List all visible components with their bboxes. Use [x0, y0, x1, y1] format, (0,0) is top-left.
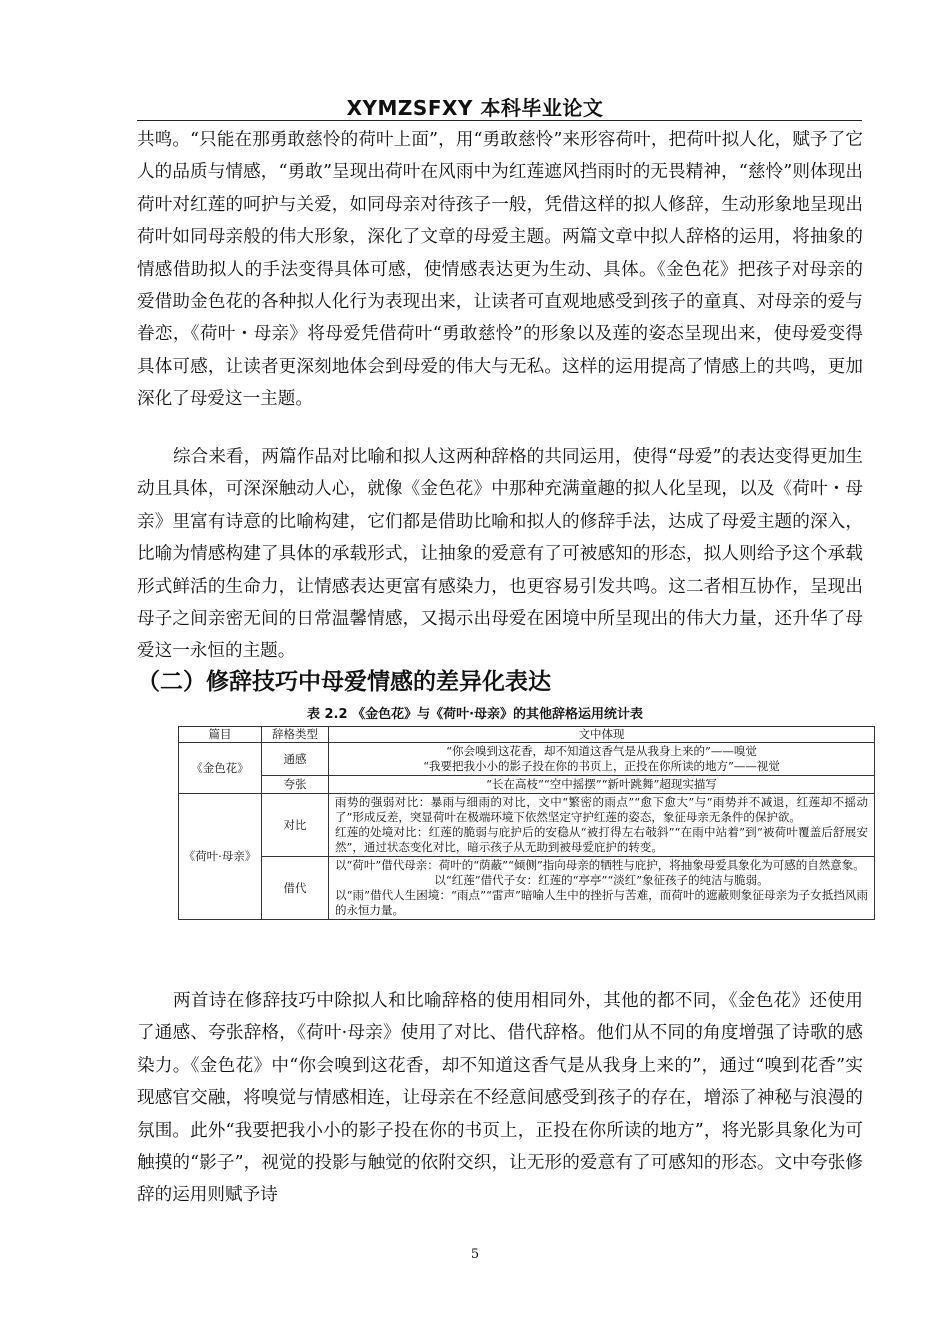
figure-type-cell: 对比 [262, 794, 329, 857]
evidence-line: 红莲的处境对比：红莲的脆弱与庇护后的安稳从“被打得左右攲斜”“在雨中站着”到“被荷叶覆盖后舒展安然”，通过状态变化对比，暗示孩子从无助到被母爱庇护的转变。 [335, 825, 868, 854]
body-paragraph: 两首诗在修辞技巧中除拟人和比喻辞格的使用相同外，其他的都不同，《金色花》还使用了通感、夸张辞格，《荷叶·母亲》使用了对比、借代辞格。他们从不同的角度增强了诗歌的感染力。《金色花》中“你会嗅到这花香，却不知道这香气是从我身上来的”，通过“嗅到花香”实现感官交融，将嗅觉与情感相连，让母亲在不经意间感受到孩子的存在，增添了神秘与浪漫的氛围。此外“我要把我小小的影子投在你的书页上，正投在你所读的地方”，将光影具象化为可触摸的“影子”，视觉的投影与触觉的依附交织，让无形的爱意有了可感知的形态。文中夸张修辞的运用则赋予诗 [137, 991, 863, 1206]
body-paragraph: 综合来看，两篇作品对比喻和拟人这两种辞格的共同运用，使得“母爱”的表达变得更加生动且具体，可深深触动人心，就像《金色花》中那种充满童趣的拟人化呈现，以及《荷叶・母亲》里富有诗意的比喻构建，它们都是借助比喻和拟人的修辞手法，达成了母爱主题的深入，比喻为情感构建了具体的承载形式，让抽象的爱意有了可被感知的形态，拟人则给予这个承载形式鲜活的生命力，让情感表达更富有感染力，也更容易引发共鸣。这二者相互协作，呈现出母子之间亲密无间的日常温馨情感，又揭示出母爱在困境中所呈现出的伟大力量，还升华了母爱这一永恒的主题。 [137, 447, 863, 662]
table-row [179, 776, 875, 794]
evidence-line: “我要把我小小的影子投在你的书页上，正投在你所读的地方”——视觉 [423, 759, 780, 773]
table-caption: 表 2.2 《金色花》与《荷叶·母亲》的其他辞格运用统计表 [306, 707, 644, 722]
table-row [179, 794, 875, 857]
evidence-line: “你会嗅到这花香，却不知道这香气是从我身上来的”——嗅觉 [446, 744, 757, 758]
running-header: XYMZSFXY 本科毕业论文 [346, 96, 604, 120]
evidence-cell [329, 794, 875, 857]
figure-type-cell: 通感 [262, 743, 329, 776]
page-number: 5 [470, 1247, 480, 1262]
evidence-cell [329, 776, 875, 794]
figure-type-cell: 借代 [262, 857, 329, 920]
table-row [179, 857, 875, 920]
evidence-line: 以“雨”借代人生困境：“雨点”“雷声”暗喻人生中的挫折与苦难，而荷叶的遮蔽则象征母亲为子女抵挡风雨的永恒力量。 [335, 888, 868, 917]
table-header-row [179, 727, 875, 743]
evidence-line: 以“红莲”借代子女：红莲的“亭亭”“淡红”象征孩子的纯洁与脆弱。 [434, 873, 769, 887]
evidence-cell [329, 743, 875, 776]
header-divider [137, 120, 862, 121]
work-cell: 《金色花》 [179, 743, 262, 794]
work-cell: 《荷叶·母亲》 [179, 794, 262, 920]
column-header-figure-type: 辞格类型 [262, 727, 329, 743]
evidence-line: “长在高枝”“空中摇摆”“新叶跳舞”超现实描写 [486, 777, 717, 791]
body-paragraph: 共鸣。“只能在那勇敢慈怜的荷叶上面”，用“勇敢慈怜”来形容荷叶，把荷叶拟人化，赋予了它人的品质与情感，“勇敢”呈现出荷叶在风雨中为红莲遮风挡雨时的无畏精神，“慈怜”则体现出荷叶对红莲的呵护与关爱，如同母亲对待孩子一般，凭借这样的拟人修辞，生动形象地呈现出荷叶如同母亲般的伟大形象，深化了文章的母爱主题。两篇文章中拟人辞格的运用，将抽象的情感借助拟人的手法变得具体可感，使情感表达更为生动、具体。《金色花》把孩子对母亲的爱借助金色花的各种拟人化行为表现出来，让读者可直观地感受到孩子的童真、对母亲的爱与眷恋，《荷叶・母亲》将母爱凭借荷叶“勇敢慈怜”的形象以及莲的姿态呈现出来，使母爱变得具体可感，让读者更深刻地体会到母爱的伟大与无私。这样的运用提高了情感上的共鸣，更加深化了母爱这一主题。 [137, 130, 863, 410]
section-heading: （二）修辞技巧中母爱情感的差异化表达 [137, 669, 551, 695]
evidence-line: 雨势的强弱对比：暴雨与细雨的对比，文中“繁密的雨点”“愈下愈大”与“雨势并不减退，红莲却不摇动了”形成反差，突显荷叶在极端环境下依然坚定守护红莲的姿态，象征母亲无条件的保护欲。 [335, 795, 868, 824]
column-header-work: 篇目 [179, 727, 262, 743]
evidence-line: 以“荷叶”借代母亲：荷叶的“荫蔽”“倾侧”指向母亲的牺牲与庇护，将抽象母爱具象化为可感的自然意象。 [335, 858, 865, 872]
column-header-evidence: 文中体现 [329, 727, 875, 743]
rhetoric-statistics-table [178, 726, 875, 920]
figure-type-cell: 夸张 [262, 776, 329, 794]
table-row [179, 743, 875, 776]
evidence-cell [329, 857, 875, 920]
